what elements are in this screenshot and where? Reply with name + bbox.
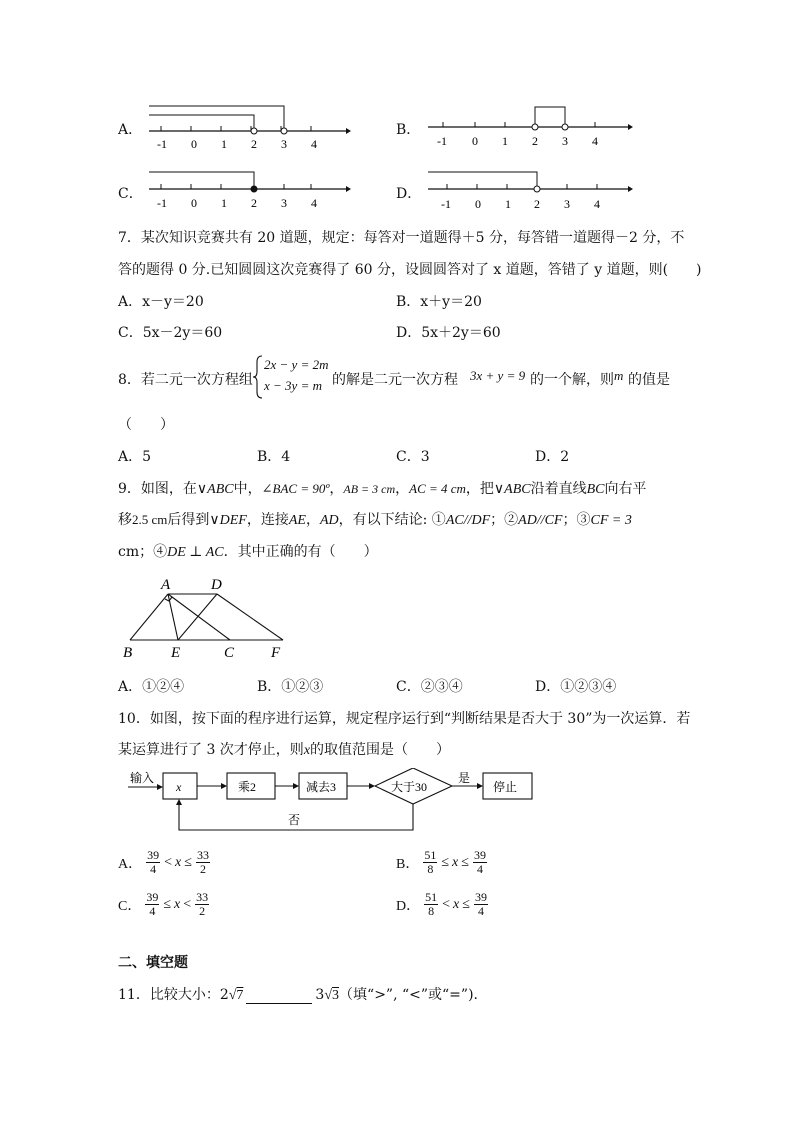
q9-option-b[interactable]: B．①②③: [257, 679, 324, 695]
tick-label: 1: [221, 137, 227, 151]
option-a-label: A．: [118, 122, 143, 138]
tick-label: 2: [532, 134, 538, 148]
q9-option-d[interactable]: D．①②③④: [535, 679, 617, 695]
tick-label: 0: [475, 197, 481, 211]
q8-eq2: x − 3y = m: [264, 378, 322, 393]
q8-option-b[interactable]: B．4: [257, 449, 291, 465]
option-d-label: D．: [396, 186, 422, 202]
tick-label: 1: [221, 196, 227, 210]
q8-eq3: 3x + y = 9: [470, 368, 526, 383]
point-label-f: F: [271, 645, 281, 661]
flow-mul-label: 乘2: [238, 780, 257, 794]
q8-suffix: 的值是: [628, 372, 670, 388]
q10-option-a[interactable]: A． $\frac{39}{4}$ < x ≤ $\frac{33}{2}$: [118, 848, 209, 876]
point-label-e: E: [171, 645, 181, 661]
flow-cond-label: 大于30: [391, 780, 428, 794]
q10-option-d[interactable]: D． $\frac{51}{8}$ < x ≤ $\frac{39}{4}$: [396, 890, 487, 918]
number-line-b: [425, 98, 635, 154]
q7-option-d[interactable]: D．5x＋2y＝60: [396, 325, 501, 341]
tick-label: 0: [191, 196, 197, 210]
flow-stop-label: 停止: [493, 780, 518, 794]
q7-option-a[interactable]: A．x－y＝20: [118, 294, 204, 310]
tick-label: 2: [251, 137, 257, 151]
tick-label: 4: [311, 137, 317, 151]
tick-label: 4: [592, 134, 598, 148]
q9-option-a[interactable]: A．①②④: [118, 679, 185, 695]
q8-var: m: [614, 368, 624, 383]
tick-label: -1: [437, 134, 447, 148]
tick-label: 3: [281, 196, 287, 210]
q8-option-a[interactable]: A．5: [118, 449, 152, 465]
number-line-c: [146, 166, 351, 216]
tick-label: 0: [191, 137, 197, 151]
answer-blank[interactable]: [246, 989, 312, 1004]
option-b-label: B．: [396, 122, 421, 138]
q7-option-c[interactable]: C．5x－2y＝60: [118, 325, 223, 341]
q8-middle: 的解是二元一次方程: [332, 372, 458, 388]
q9-line2: 移2.5 cm后得到∨DEF，连接AE，AD，有以下结论: ①AC//DF；②AD//CF；③CF = 3: [118, 512, 632, 528]
q8-middle2: 的一个解，则: [530, 372, 614, 388]
q7-line2: 答的题得 0 分.已知圆圆这次竞赛得了 60 分，设圆圆答对了 x 道题，答错了 y 道题，则( ): [118, 262, 702, 278]
tick-label: 2: [251, 196, 257, 210]
q8-eq1: 2x − y = 2m: [264, 357, 329, 372]
tick-label: 1: [502, 134, 508, 148]
tick-label: 0: [472, 134, 478, 148]
q7-line1: 7．某次知识竞赛共有 20 道题，规定：每答对一道题得＋5 分，每答错一道题得－2 分，不: [118, 230, 685, 246]
q8-prefix: 8．若二元一次方程组: [118, 372, 253, 388]
q10-option-c[interactable]: C． $\frac{39}{4}$ ≤ x < $\frac{33}{2}$: [118, 890, 209, 918]
q8-paren: （ ）: [118, 417, 174, 433]
q7-option-b[interactable]: B．x＋y＝20: [396, 294, 482, 310]
q9-triangle-figure: [118, 572, 298, 662]
flow-sub-label: 减去3: [306, 780, 337, 794]
tick-label: 1: [505, 197, 511, 211]
q9-line1: 9．如图，在∨ABC中，∠BAC = 90º，AB = 3 cm，AC = 4 cm，把∨ABC沿着直线BC向右平: [118, 481, 647, 497]
q9-line3: cm；④DE ⊥ AC．其中正确的有（ ）: [118, 544, 378, 560]
q10-line1: 10．如图，按下面的程序进行运算，规定程序运行到“判断结果是否大于 30”为一次运算．若: [118, 711, 691, 727]
tick-label: -1: [157, 196, 167, 210]
tick-label: 4: [594, 197, 600, 211]
flow-no-label: 否: [288, 813, 301, 827]
point-label-b: B: [123, 645, 133, 661]
flow-x-label: x: [176, 780, 182, 794]
q11-line: 11．比较大小：2√7 3√3（填“>”, “<”或“=”).: [118, 987, 478, 1003]
flow-input-label: 输入: [130, 771, 155, 785]
point-label-c: C: [224, 645, 235, 661]
tick-label: 3: [564, 197, 570, 211]
tick-label: 4: [311, 196, 317, 210]
tick-label: 3: [562, 134, 568, 148]
flow-yes-label: 是: [458, 771, 471, 785]
point-label-a: A: [161, 577, 171, 593]
q10-line2: 某运算进行了 3 次才停止，则x的取值范围是（ ）: [118, 742, 451, 758]
option-c-label: C．: [118, 186, 143, 202]
tick-label: 2: [534, 197, 540, 211]
q8-option-c[interactable]: C．3: [396, 449, 430, 465]
point-label-d: D: [211, 577, 222, 593]
q10-flowchart: [126, 768, 546, 836]
q8-option-d[interactable]: D．2: [535, 449, 570, 465]
section-title: 二、填空题: [118, 955, 188, 971]
q10-option-b[interactable]: B． $\frac{51}{8}$ ≤ x ≤ $\frac{39}{4}$: [396, 848, 486, 876]
q9-option-c[interactable]: C．②③④: [396, 679, 463, 695]
number-line-a: [146, 98, 351, 154]
tick-label: 3: [281, 137, 287, 151]
tick-label: -1: [157, 137, 167, 151]
number-line-d: [425, 166, 635, 216]
brace-icon: [252, 354, 264, 400]
tick-label: -1: [441, 197, 451, 211]
